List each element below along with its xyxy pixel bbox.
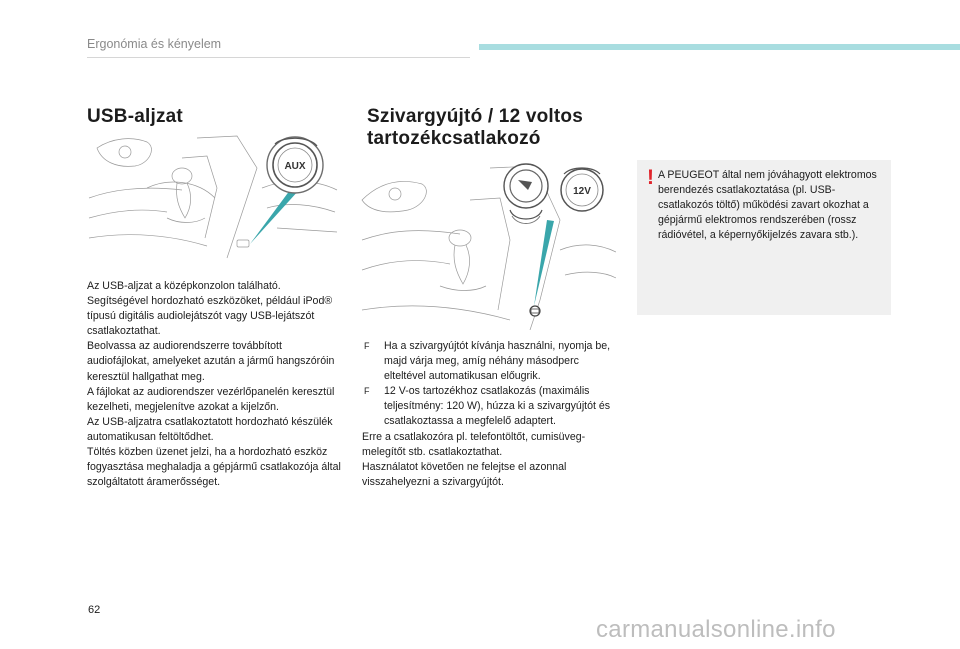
bullet-marker: F [364,386,370,397]
usb-paragraph: Az USB-aljzatra csatlakoztatott hordozható készülék automatikusan feltöltődhet. [87,415,333,443]
instruction-item [362,339,622,384]
watermark: carmanualsonline.info [596,616,836,643]
usb-paragraph: Segítségével hordozható eszközöket, például iPod® típusú digitális audiolejátszót vagy USB-lejátszót csatlakoztathat. [87,295,333,338]
usb-paragraph: Töltés közben üzenet jelzi, ha a hordozható eszköz fogyasztása meghaladja a gépjármű csatlakozója által szolgáltatott áramerősséget. [87,446,341,489]
instruction-text: Ha a szivargyújtót kívánja használni, nyomja be, majd várja meg, amíg néhány másodperc elteltével automatikusan előugrik. [384,340,611,383]
instruction-item [362,384,622,429]
warning-box [637,160,891,315]
warning-icon: ! [647,166,654,189]
instruction-text: 12 V-os tartozékhoz csatlakozás (maximális teljesítmény: 120 W), húzza ki a szivargyújtót és csatlakoztassa a megfelelő adaptert. [384,385,611,428]
usb-paragraph: Az USB-aljzat a középkonzolon található. [87,280,281,292]
header-rule [87,57,470,58]
aux-socket-label: AUX [284,161,306,172]
lighter-paragraph: Erre a csatlakozóra pl. telefontöltőt, cumisüveg-melegítőt stb. csatlakoztathat. [362,430,586,458]
header-accent-bar [479,44,960,50]
usb-paragraph: A fájlokat az audiorendszer vezérlőpanelén keresztül kezelheti, megjelenítve azokat a kijelzőn. [87,385,335,413]
section-header: Ergonómia és kényelem [87,37,222,51]
warning-text: A PEUGEOT által nem jóváhagyott elektromos berendezés csatlakoztatása (pl. USB-csatlakozós töltő) működési zavart okozhat a gépjármű elektromos rendszerében (rossz rádióvétel, a képernyőkijelzés zavara stb.). [658,169,877,242]
lighter-section-title: Szivargyújtó / 12 voltos tartozékcsatlakozó [367,106,583,149]
bullet-marker: F [364,341,370,351]
page-number: 62 [88,604,101,616]
usb-section-title: USB-aljzat [87,106,183,127]
lighter-paragraph: Használatot követően ne felejtse el azonnal visszahelyezni a szivargyújtót. [362,460,567,488]
usb-description [87,279,342,490]
12v-socket-label: 12V [573,186,591,197]
usb-paragraph: Beolvassa az audiorendszerre továbbított audiofájlokat, amelyeket azután a jármű hangszóróin keresztül hallgathat meg. [87,340,335,383]
usb-socket-illustration [87,128,339,260]
lighter-description [362,339,622,490]
cigarette-lighter-illustration [360,160,616,330]
